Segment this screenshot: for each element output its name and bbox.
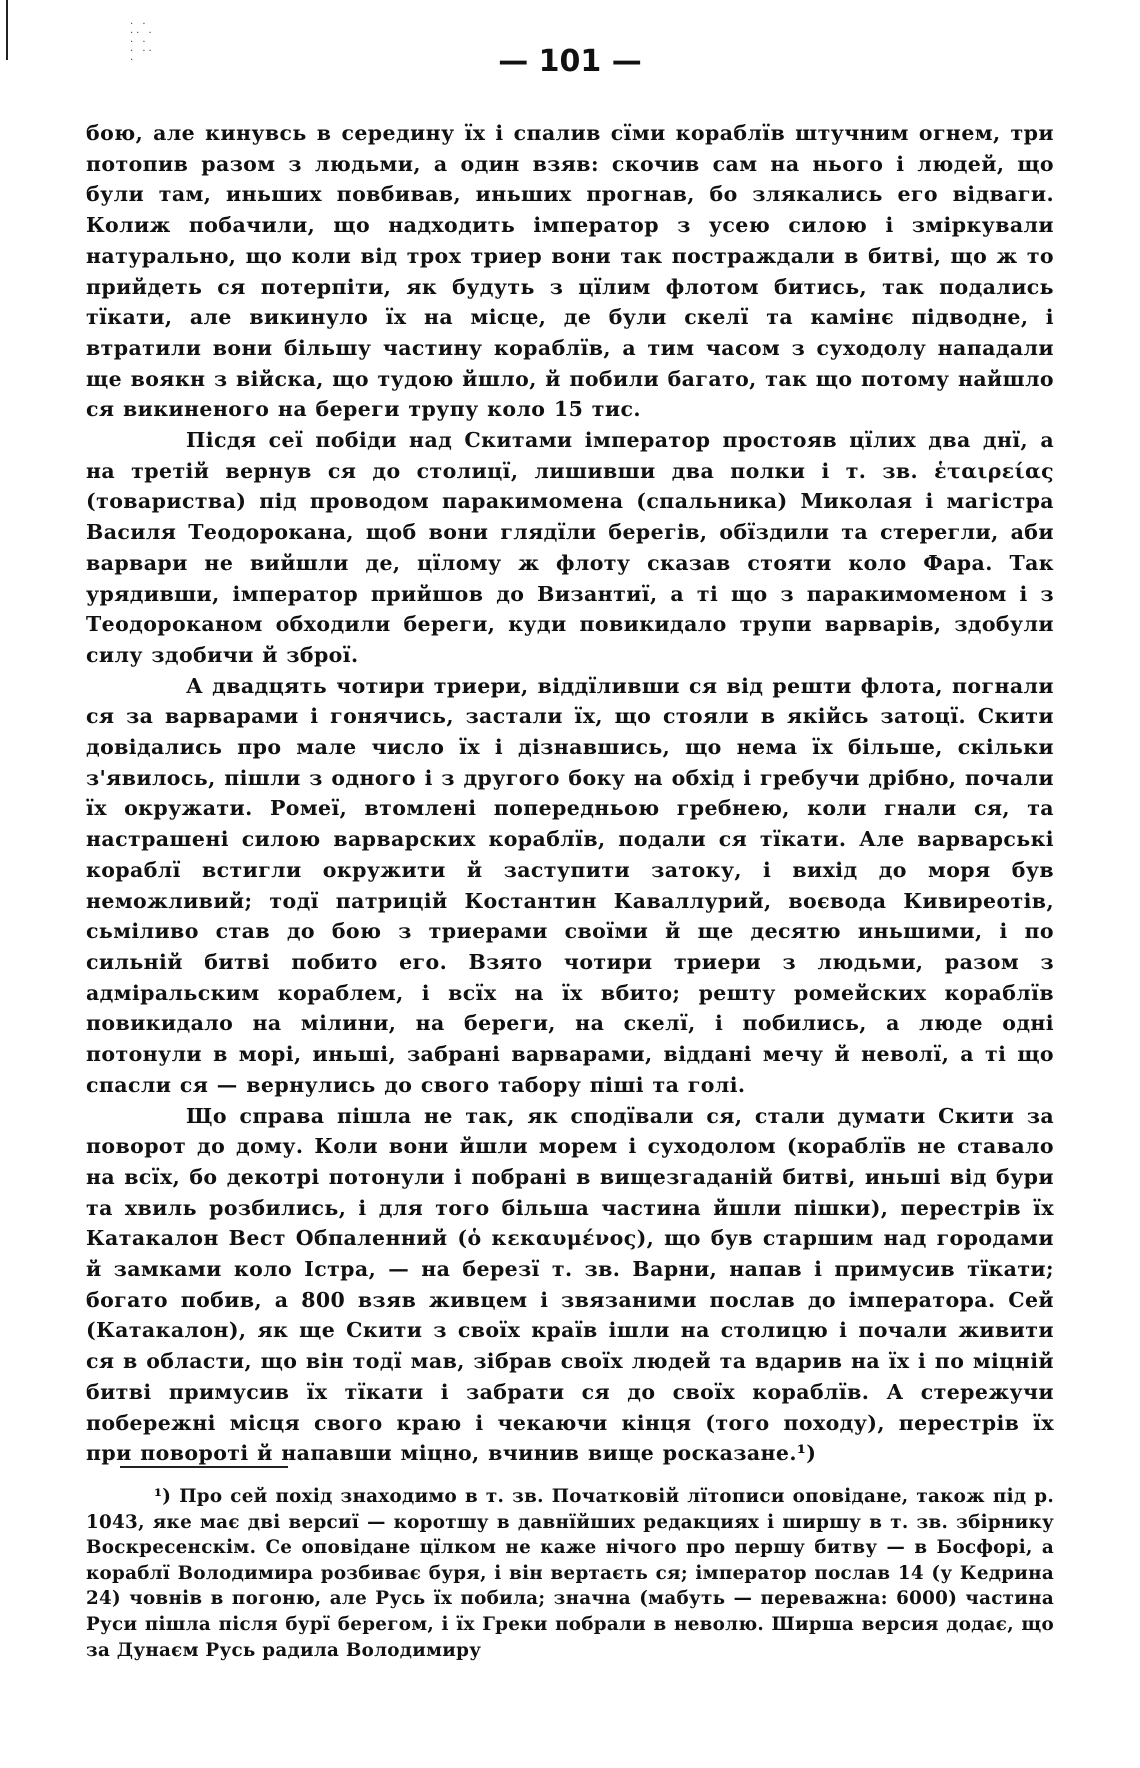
paragraph-1: бою, але кинувсь в середину їх і спалив сїми кораблїв штучним огнем, три потопив разом з людьми, а один взяв: скочив сам на нього і людей, що були там, иньших повбивав, иньших прогнав, бо злякались его відваги. Колиж побачили, що надходить імператор з усею силою і зміркували натурально, що коли від трох триер вони так постраждали в битві, що ж то прийдеть ся потерпіти, як будуть з цїлим флотом битись, так подались тїкати, але викинуло їх на місце, де були скелї та камінє підводне, і втратили вони більшу частину кораблїв, а тим часом з суходолу нападали ще воякн з війска, що тудою йшло, й побили багато, так що потому найшло ся викиненого на береги трупу коло 15 тис. (86, 121, 1054, 422)
paragraph-3: А двадцять чотири триери, віддїливши ся від решти флота, погнали ся за варварами і гонячись, застали їх, що стояли в якійсь затоцї. Скити довідались про мале число їх і дізнавшись, що нема їх більше, скільки з'явилось, пішли з одного і з другого боку на обхід і гребучи дрібно, почали їх окружати. Ромеї, втомлені попередньою гребнею, коли гнали ся, та настрашені силою варварских кораблїв, подали ся тїкати. Але варварські кораблї встигли окружити й заступити затоку, і вихід до моря був неможливий; тодї патрицій Костантин Каваллурий, воєвода Кивиреотів, сьміливо став до бою з триерами своїми й ще десятю иньшими, і по сильній битві побито его. Взято чотири триери з людьми, разом з адміральским кораблем, і всїх на їх вбито; решту ромейских кораблїв повикидало на мілини, на береги, на скелї, і побились, а люде одні потонули в морі, иньші, забрані варварами, віддані мечу й неволї, а ті що спасли ся — вернулись до свого табору піші та голі. (86, 673, 1054, 1097)
paragraph-2: Пісдя сеї побіди над Скитами імператор простояв цїлих два днї, а на третій вернув ся до столицї, лишивши два полки і т. зв. ἑταιρείας (товариства) під проводом паракимомена (спальника) Миколая і магістра Василя Теодорокана, щоб вони глядїли берегів, обїздили та стерегли, аби варвари не вийшли де, цїлому ж флоту сказав стояти коло Фара. Так урядивши, імператор прийшов до Византиї, а ті що з паракимоменом і з Теодороканом обходили береги, куди повикидало трупи варварів, здобули силу здобичи й зброї. (86, 428, 1054, 667)
main-text (86, 118, 1054, 1469)
paragraph-4: Що справа пішла не так, як сподївали ся, стали думати Скити за поворот до дому. Коли вони йшли морем і суходолом (кораблїв не ставало на всїх, бо декотрі потонули і побрані в вищезгаданій битві, иньші від бури та хвиль розбились, і для того більша частина йшли пішки), перестрів їх Катакалон Вест Обпаленний (ὁ κεκαυμένος), що був старшим над городами й замками коло Істра, — на березї т. зв. Варни, напав і примусив тїкати; богато побив, а 800 взяв живцем і звязаними послав до імператора. Сей (Катакалон), як ще Скити з своїх країв ішли на столицю і почали живити ся в области, що він тодї мав, зібрав своїх людей та вдарив на їх і по міцній битві примусив їх тїкати і забрати ся до своїх кораблїв. А стережучи побережні місця свого краю і чекаючи кінця (того походу), перестрів їх при повороті й напавши міцно, вчинив вище росказане.¹) (86, 1103, 1054, 1466)
footnote: ¹) Про сей похід знаходимо в т. зв. Початковій лїтописи оповідане, також під р. 1043, яке має дві версиї — коротшу в давнїйших редакциях і ширшу в т. зв. збірнику Воскресенскім. Се оповідане цїлком не каже нічого про першу битву — в Босфорі, а кораблї Володимира розбиває буря, і він вертаєть ся; імператор послав 14 (у Кедрина 24) човнів в погоню, але Русь їх побила; значна (мабуть — переважна: 6000) частина Руси пішла після бурї берегом, і їх Греки побрали в неволю. Ширша версия додає, що за Дунаєм Русь радила Володимиру (86, 1486, 1054, 1661)
footnote-divider (120, 1466, 288, 1468)
page-number: — 101 — (498, 44, 642, 79)
print-specks: · · ·· · · · · ·· · (130, 19, 155, 66)
